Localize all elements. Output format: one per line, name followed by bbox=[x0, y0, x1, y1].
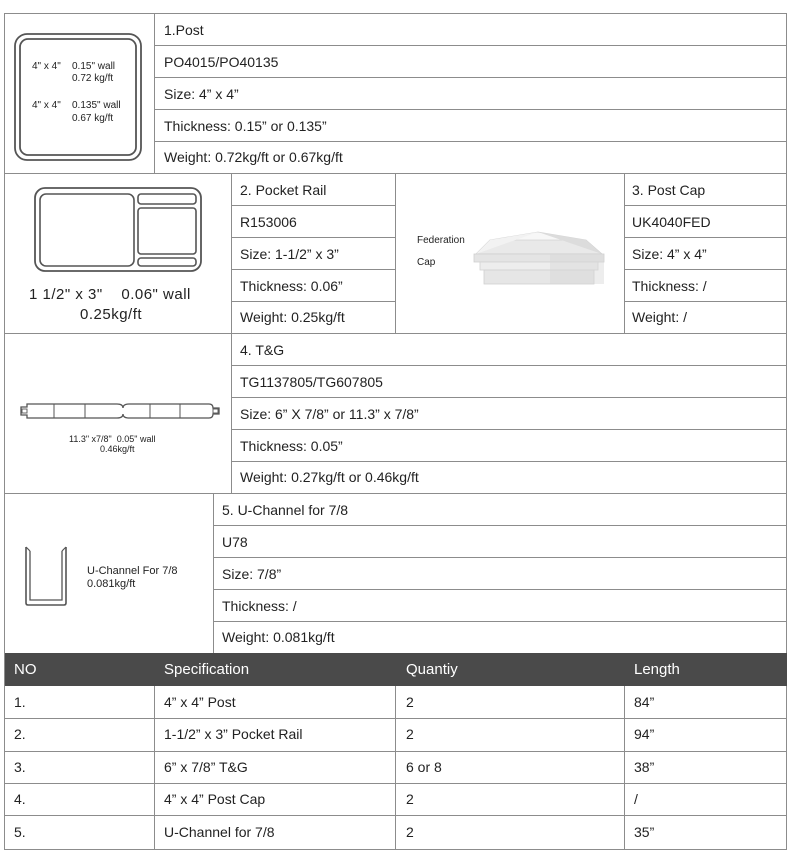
bom-specification: 4” x 4” Post bbox=[164, 694, 236, 710]
divider bbox=[231, 301, 395, 302]
bom-no: 2. bbox=[14, 726, 26, 742]
post-drawing-wall-b: 0.135" wall bbox=[72, 100, 121, 111]
u-channel-title: 5. U-Channel for 7/8 bbox=[222, 502, 349, 518]
post-cap-code: UK4040FED bbox=[632, 214, 711, 230]
divider bbox=[154, 686, 155, 850]
post-drawing-weight-a: 0.72 kg/ft bbox=[72, 73, 114, 84]
post-cap-image-label: Cap bbox=[417, 257, 436, 268]
post-weight: Weight: 0.72kg/ft or 0.67kg/ft bbox=[164, 149, 343, 165]
divider bbox=[4, 751, 787, 752]
divider bbox=[395, 686, 396, 850]
divider bbox=[4, 815, 787, 816]
post-profile-drawing bbox=[14, 33, 144, 163]
divider bbox=[213, 557, 787, 558]
bom-length: 35” bbox=[634, 824, 655, 840]
divider bbox=[4, 493, 787, 494]
bom-length: 94” bbox=[634, 726, 655, 742]
post-cap-image bbox=[470, 232, 610, 292]
bom-specification: 4” x 4” Post Cap bbox=[164, 791, 266, 807]
post-title: 1.Post bbox=[164, 22, 204, 38]
bom-quantity: 2 bbox=[406, 726, 414, 742]
tg-drawing-weight: 0.46kg/ft bbox=[100, 444, 135, 454]
divider bbox=[231, 205, 395, 206]
bom-header-no: NO bbox=[14, 661, 37, 678]
bom-length: 84” bbox=[634, 694, 655, 710]
u-channel-thickness: Thickness: / bbox=[222, 598, 297, 614]
divider bbox=[231, 365, 787, 366]
pocket-rail-code: R153006 bbox=[240, 214, 297, 230]
pocket-rail-drawing-caption: 1 1/2" x 3" 0.06" wall bbox=[29, 286, 191, 303]
post-drawing-weight-b: 0.67 kg/ft bbox=[72, 113, 114, 124]
post-cap-image-label: Federation bbox=[417, 235, 465, 246]
divider bbox=[231, 333, 232, 493]
u-channel-size: Size: 7/8” bbox=[222, 566, 282, 582]
divider bbox=[624, 237, 787, 238]
divider bbox=[154, 13, 155, 173]
pocket-rail-title: 2. Pocket Rail bbox=[240, 182, 327, 198]
u-channel-drawing-caption: U-Channel For 7/8 bbox=[87, 565, 178, 577]
divider bbox=[154, 141, 787, 142]
divider bbox=[213, 589, 787, 590]
bom-header-length: Length bbox=[634, 661, 680, 678]
divider bbox=[231, 237, 395, 238]
divider bbox=[154, 77, 787, 78]
tg-thickness: Thickness: 0.05” bbox=[240, 438, 343, 454]
bom-quantity: 2 bbox=[406, 694, 414, 710]
tg-weight: Weight: 0.27kg/ft or 0.46kg/ft bbox=[240, 469, 419, 485]
u-channel-weight: Weight: 0.081kg/ft bbox=[222, 629, 335, 645]
u-channel-profile-drawing bbox=[24, 545, 70, 607]
divider bbox=[154, 109, 787, 110]
tg-size: Size: 6” X 7/8” or 11.3” x 7/8” bbox=[240, 406, 419, 422]
bom-header-quantity: Quantiy bbox=[406, 661, 458, 678]
bom-quantity: 2 bbox=[406, 791, 414, 807]
post-cap-weight: Weight: / bbox=[632, 309, 687, 325]
bom-quantity: 2 bbox=[406, 824, 414, 840]
bom-quantity: 6 or 8 bbox=[406, 759, 442, 775]
bom-no: 3. bbox=[14, 759, 26, 775]
post-drawing-dim-a: 4" x 4" bbox=[32, 61, 61, 72]
tg-title: 4. T&G bbox=[240, 342, 285, 358]
post-drawing-wall-a: 0.15" wall bbox=[72, 61, 116, 72]
divider bbox=[624, 205, 787, 206]
divider bbox=[231, 269, 395, 270]
post-cap-title: 3. Post Cap bbox=[632, 182, 706, 198]
bom-length: 38” bbox=[634, 759, 655, 775]
bom-no: 4. bbox=[14, 791, 26, 807]
u-channel-drawing-weight: 0.081kg/ft bbox=[87, 578, 136, 590]
divider bbox=[231, 461, 787, 462]
divider bbox=[395, 173, 396, 333]
bom-no: 1. bbox=[14, 694, 26, 710]
bom-header-specification: Specification bbox=[164, 661, 250, 678]
bom-no: 5. bbox=[14, 824, 26, 840]
pocket-rail-weight: Weight: 0.25kg/ft bbox=[240, 309, 345, 325]
divider bbox=[4, 783, 787, 784]
pocket-rail-drawing-weight: 0.25kg/ft bbox=[80, 306, 143, 323]
divider bbox=[231, 429, 787, 430]
divider bbox=[213, 493, 214, 653]
post-thickness: Thickness: 0.15” or 0.135” bbox=[164, 118, 327, 134]
u-channel-code: U78 bbox=[222, 534, 248, 550]
divider bbox=[231, 397, 787, 398]
tg-drawing-caption: 11.3" x7/8" 0.05" wall bbox=[69, 434, 156, 444]
bom-length: / bbox=[634, 791, 638, 807]
post-size: Size: 4” x 4” bbox=[164, 86, 239, 102]
bom-specification: 6” x 7/8” T&G bbox=[164, 759, 248, 775]
tg-code: TG1137805/TG607805 bbox=[240, 374, 383, 390]
bom-specification: 1-1/2” x 3” Pocket Rail bbox=[164, 726, 303, 742]
divider bbox=[624, 269, 787, 270]
pocket-rail-size: Size: 1-1/2” x 3” bbox=[240, 246, 339, 262]
pocket-rail-profile-drawing bbox=[34, 187, 204, 273]
divider bbox=[213, 621, 787, 622]
post-cap-thickness: Thickness: / bbox=[632, 278, 707, 294]
bom-specification: U-Channel for 7/8 bbox=[164, 824, 275, 840]
post-code: PO4015/PO40135 bbox=[164, 54, 279, 70]
divider bbox=[231, 173, 232, 333]
tg-profile-drawing bbox=[19, 402, 221, 420]
divider bbox=[154, 45, 787, 46]
divider bbox=[624, 686, 625, 850]
divider bbox=[4, 333, 787, 334]
divider bbox=[624, 173, 625, 333]
post-cap-size: Size: 4” x 4” bbox=[632, 246, 707, 262]
divider bbox=[4, 718, 787, 719]
post-drawing-dim-b: 4" x 4" bbox=[32, 100, 61, 111]
divider bbox=[213, 525, 787, 526]
pocket-rail-thickness: Thickness: 0.06” bbox=[240, 278, 343, 294]
divider bbox=[624, 301, 787, 302]
